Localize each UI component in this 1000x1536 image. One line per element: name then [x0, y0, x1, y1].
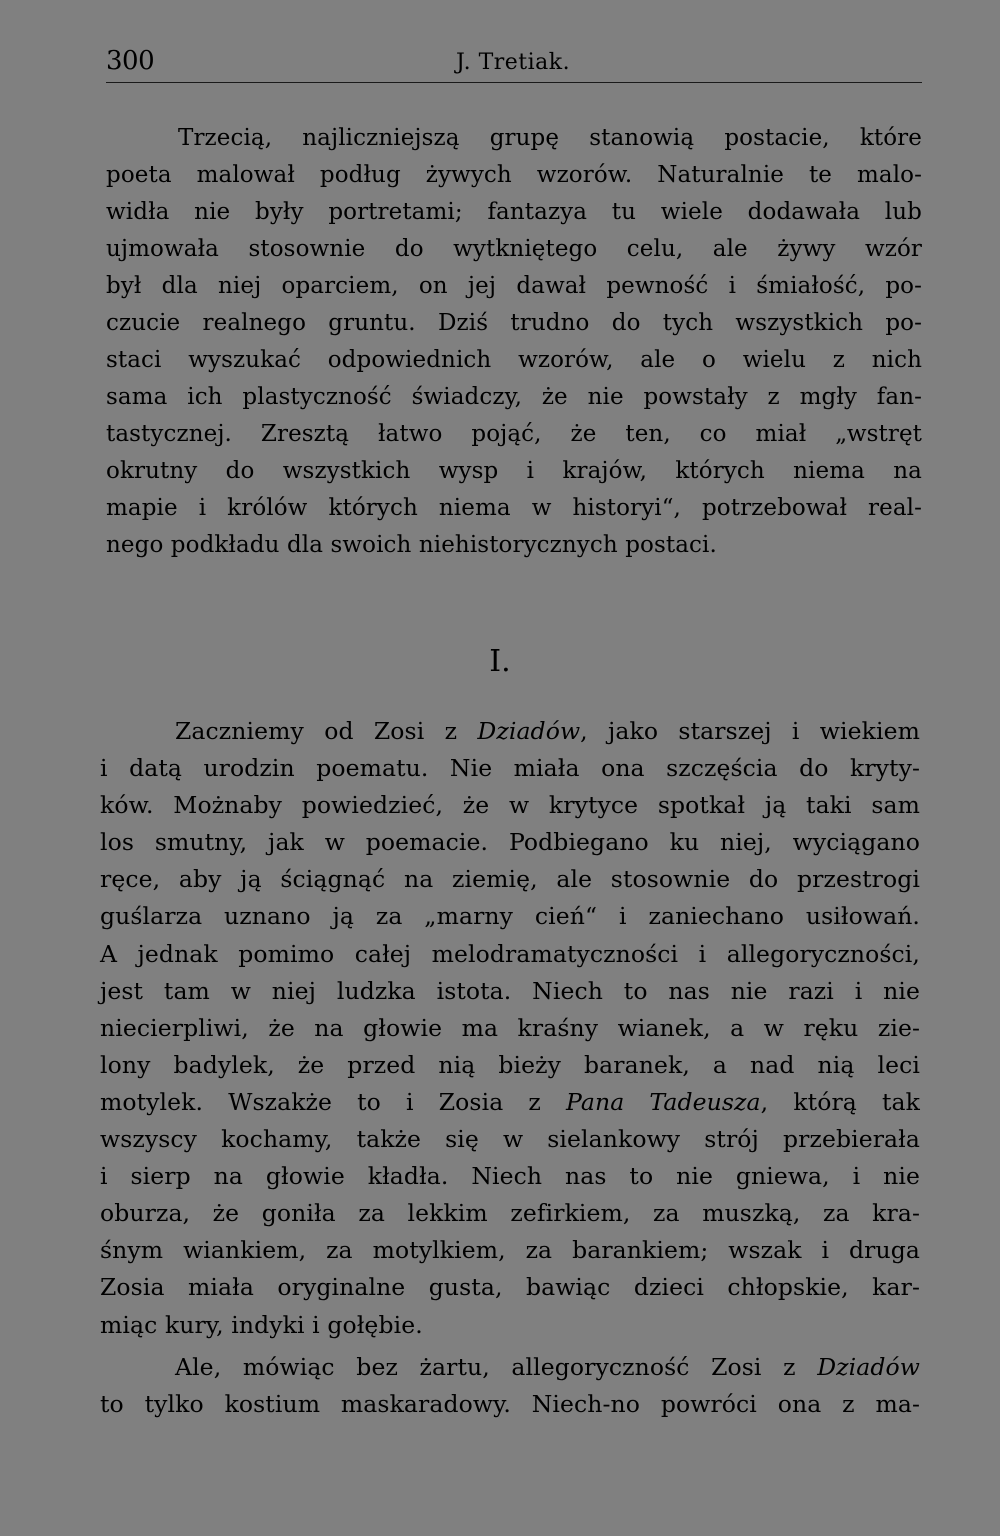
- text-line: jest tam w niej ludzka istota. Niech to nas nie razi i nie: [100, 976, 920, 1005]
- text-line: guślarza uznano ją za „marny cień“ i zaniechano usiłowań.: [100, 902, 920, 931]
- text-line: widła nie były portretami; fantazya tu wiele dodawała lub: [106, 199, 922, 225]
- text-line: niecierpliwi, że na głowie ma kraśny wianek, a w ręku zie-: [100, 1013, 920, 1042]
- text-line: miąc kury, indyki i gołębie.: [100, 1310, 423, 1339]
- text-line: i datą urodzin poematu. Nie miała ona szczęścia do kryty-: [100, 754, 920, 783]
- italic-title: Dziadów: [817, 1353, 920, 1381]
- text-line: los smutny, jak w poemacie. Podbiegano ku niej, wyciągano: [100, 828, 920, 857]
- text-line: był dla niej oparciem, on jej dawał pewność i śmiałość, po-: [106, 273, 922, 299]
- text-line: Trzecią, najliczniejszą grupę stanowią postacie, które: [178, 125, 922, 151]
- italic-title: Dziadów: [477, 717, 581, 745]
- text-line: okrutny do wszystkich wysp i krajów, których niema na: [106, 458, 922, 484]
- text-line: nego podkładu dla swoich niehistorycznych postaci.: [106, 532, 717, 558]
- text-line: ujmowała stosownie do wytkniętego celu, ale żywy wzór: [106, 236, 922, 262]
- text-line: wszyscy kochamy, także się w sielankowy strój przebierała: [100, 1125, 920, 1154]
- text-line: A jednak pomimo całej melodramatyczności i allegoryczności,: [100, 939, 920, 968]
- text-line: [100, 713, 920, 750]
- paragraph-2: [100, 713, 920, 1344]
- text-line: ręce, aby ją ściągnąć na ziemię, ale stosownie do przestrogi: [100, 865, 920, 894]
- page-number: 300: [106, 46, 155, 76]
- text-line: Zosia miała oryginalne gusta, bawiąc dzieci chłopskie, kar-: [100, 1273, 920, 1302]
- text-line: [100, 1084, 920, 1121]
- text-line: to tylko kostium maskaradowy. Niech-no powróci ona z ma-: [100, 1390, 920, 1419]
- text-run: , jako starszej i wiekiem: [580, 717, 920, 745]
- text-line: śnym wiankiem, za motylkiem, za barankiem; wszak i druga: [100, 1236, 920, 1265]
- section-heading: I.: [489, 644, 511, 679]
- text-line: staci wyszukać odpowiednich wzorów, ale o wielu z nich: [106, 347, 922, 373]
- text-run: Zaczniemy od Zosi z: [175, 717, 478, 745]
- text-run: , którą tak: [760, 1087, 920, 1116]
- header-rule: [106, 82, 922, 83]
- running-title: J. Tretiak.: [456, 50, 571, 75]
- text-run: Ale, mówiąc bez żartu, allegoryczność Zosi z: [175, 1353, 818, 1381]
- text-line: sama ich plastyczność świadczy, że nie powstały z mgły fan-: [106, 384, 922, 410]
- text-run: motylek. Wszakże to i Zosia z: [100, 1087, 567, 1116]
- text-line: [100, 1349, 920, 1386]
- text-line: mapie i królów których niema w historyi“, potrzebował real-: [106, 495, 922, 521]
- text-line: czucie realnego gruntu. Dziś trudno do tych wszystkich po-: [106, 310, 922, 336]
- paragraph-3: [100, 1349, 920, 1423]
- text-line: tastycznej. Zresztą łatwo pojąć, że ten, co miał „wstręt: [106, 421, 922, 447]
- text-line: oburza, że goniła za lekkim zefirkiem, za muszką, za kra-: [100, 1199, 920, 1228]
- text-line: i sierp na głowie kładła. Niech nas to nie gniewa, i nie: [100, 1162, 920, 1191]
- text-line: ków. Możnaby powiedzieć, że w krytyce spotkał ją taki sam: [100, 791, 920, 820]
- text-line: poeta malował podług żywych wzorów. Naturalnie te malo-: [106, 162, 922, 188]
- running-head: [106, 44, 922, 84]
- italic-title: Pana Tadeusza: [566, 1087, 761, 1116]
- paragraph-1: [106, 120, 922, 564]
- text-line: lony badylek, że przed nią bieży baranek, a nad nią leci: [100, 1050, 920, 1079]
